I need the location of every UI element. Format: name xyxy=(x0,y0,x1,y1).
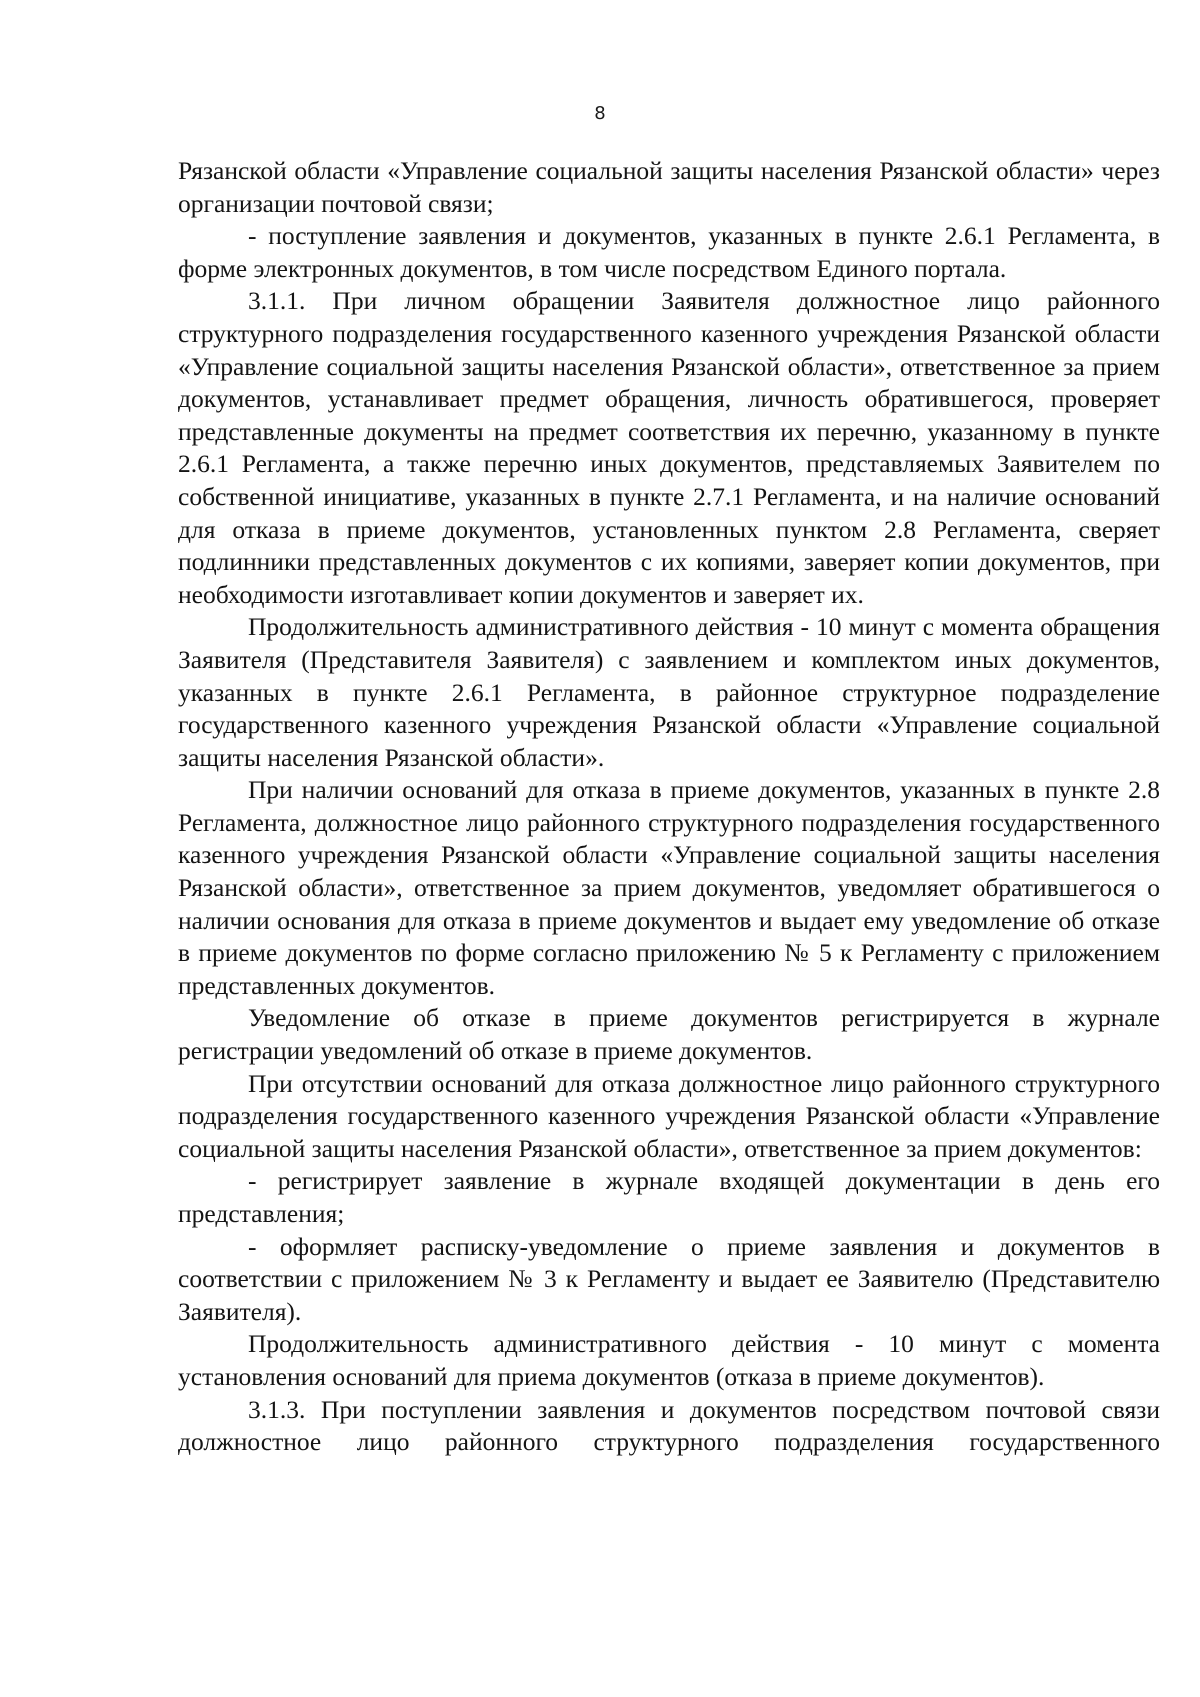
page-number: 8 xyxy=(594,103,606,124)
paragraph-register-application: - регистрирует заявление в журнале входящей документации в день его представления; xyxy=(178,1166,1160,1228)
paragraph-no-refusal-grounds: При отсутствии оснований для отказа должностное лицо районного структурного подразделения государственного казенного учреждения Рязанской области «Управление социальной защиты населения Рязанской области», ответственное за прием документов: xyxy=(178,1068,1160,1163)
paragraph-issue-receipt: - оформляет расписку-уведомление о приеме заявления и документов в соответствии с приложением № 3 к Регламенту и выдает ее Заявителю (Представителю Заявителя). xyxy=(178,1231,1160,1326)
paragraph-duration-appeal: Продолжительность административного действия - 10 минут с момента обращения Заявителя (Представителя Заявителя) с заявлением и комплектом иных документов, указанных в пункте 2.6.1 Регламента, в районное структурное подразделение государственного казенного учреждения Рязанской области «Управление социальной защиты населения Рязанской области». xyxy=(178,612,1160,772)
paragraph-refusal-registration: Уведомление об отказе в приеме документов регистрируется в журнале регистрации уведомлений об отказе в приеме документов. xyxy=(178,1003,1160,1066)
paragraph-duration-acceptance: Продолжительность административного действия - 10 минут с момента установления оснований для приема документов (отказа в приеме документов). xyxy=(178,1329,1160,1391)
document-body xyxy=(178,155,1160,1459)
paragraph-refusal-grounds: При наличии оснований для отказа в приеме документов, указанных в пункте 2.8 Регламента, должностное лицо районного структурного подразделения государственного казенного учреждения Рязанской области «Управление социальной защиты населения Рязанской области», ответственное за прием документов, уведомляет обратившегося о наличии основания для отказа в приеме документов и выдает ему уведомление об отказе в приеме документов по форме согласно приложению № 5 к Регламенту с приложением представленных документов. xyxy=(178,775,1160,1000)
paragraph-3-1-3-postal-submission: 3.1.3. При поступлении заявления и документов посредством почтовой связи должностное лицо районного структурного подразделения государственного xyxy=(178,1394,1160,1457)
paragraph-electronic-submission: - поступление заявления и документов, указанных в пункте 2.6.1 Регламента, в форме электронных документов, в том числе посредством Единого портала. xyxy=(178,221,1160,283)
paragraph-continuation: Рязанской области «Управление социальной защиты населения Рязанской области» через организации почтовой связи; xyxy=(178,156,1160,218)
paragraph-3-1-1-personal-appeal: 3.1.1. При личном обращении Заявителя должностное лицо районного структурного подразделения государственного казенного учреждения Рязанской области «Управление социальной защиты населения Рязанской области», ответственное за прием документов, устанавливает предмет обращения, личность обратившегося, проверяет представленные документы на предмет соответствия их перечню, указанному в пункте 2.6.1 Регламента, а также перечню иных документов, представляемых Заявителем по собственной инициативе, указанных в пункте 2.7.1 Регламента, и на наличие оснований для отказа в приеме документов, установленных пунктом 2.8 Регламента, сверяет подлинники представленных документов с их копиями, заверяет копии документов, при необходимости изготавливает копии документов и заверяет их. xyxy=(178,286,1160,609)
